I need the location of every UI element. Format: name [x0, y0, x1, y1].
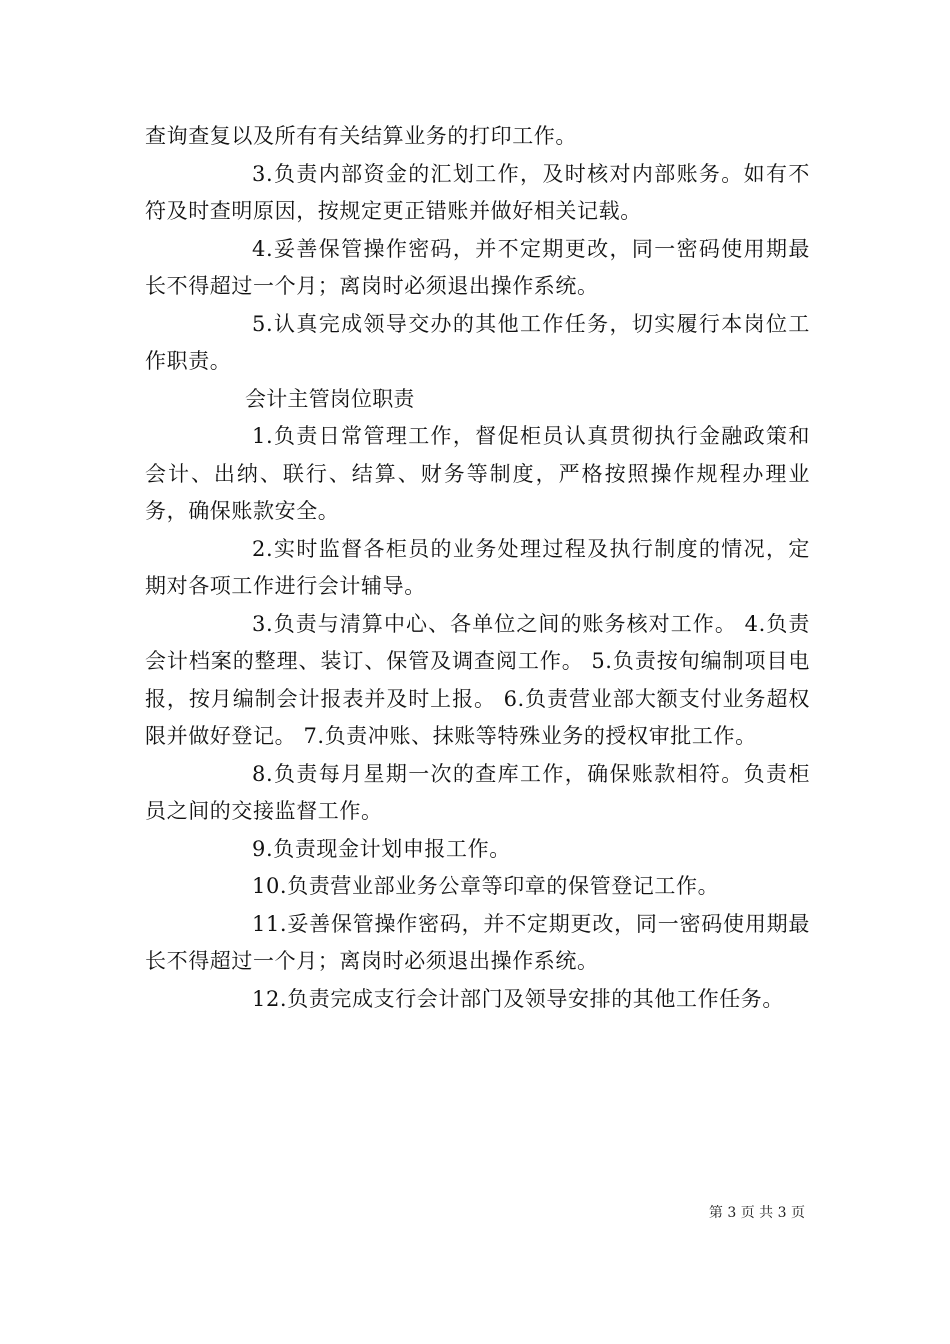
- section-heading: 会计主管岗位职责: [245, 386, 415, 411]
- paragraph-continuation: 查询查复以及所有有关结算业务的打印工作。: [145, 124, 577, 148]
- paragraph-item-4: 4.妥善保管操作密码，并不定期更改，同一密码使用期最长不得超过一个月；离岗时必须退出操作系统。: [145, 236, 810, 298]
- page-number-footer: 第 3 页 共 3 页: [708, 1205, 805, 1221]
- paragraph-duty-8: 8.负责每月星期一次的查库工作，确保账款相符。负责柜员之间的交接监督工作。: [145, 761, 810, 823]
- paragraph-duty-1: 1.负责日常管理工作，督促柜员认真贯彻执行金融政策和会计、出纳、联行、结算、财务等制度，严格按照操作规程办理业务，确保账款安全。: [145, 424, 810, 523]
- paragraph-duty-9: 9.负责现金计划申报工作。: [252, 836, 511, 861]
- document-body: [145, 118, 810, 1018]
- paragraph-duty-3-7: 3.负责与清算中心、各单位之间的账务核对工作。 4.负责会计档案的整理、装订、保管及调查阅工作。 5.负责按旬编制项目电报，按月编制会计报表并及时上报。 6.负责营业部大额支付业务超权限并做好登记。 7.负责冲账、抹账等特殊业务的授权审批工作。: [145, 611, 810, 748]
- paragraph-duty-12: 12.负责完成支行会计部门及领导安排的其他工作任务。: [252, 986, 784, 1011]
- paragraph-item-3: 3.负责内部资金的汇划工作，及时核对内部账务。如有不符及时查明原因，按规定更正错账并做好相关记载。: [145, 161, 810, 223]
- paragraph-duty-10: 10.负责营业部业务公章等印章的保管登记工作。: [252, 874, 720, 898]
- paragraph-duty-2: 2.实时监督各柜员的业务处理过程及执行制度的情况，定期对各项工作进行会计辅导。: [145, 536, 810, 598]
- paragraph-item-5: 5.认真完成领导交办的其他工作任务，切实履行本岗位工作职责。: [145, 311, 810, 373]
- paragraph-duty-11: 11.妥善保管操作密码，并不定期更改，同一密码使用期最长不得超过一个月；离岗时必须退出操作系统。: [145, 911, 810, 973]
